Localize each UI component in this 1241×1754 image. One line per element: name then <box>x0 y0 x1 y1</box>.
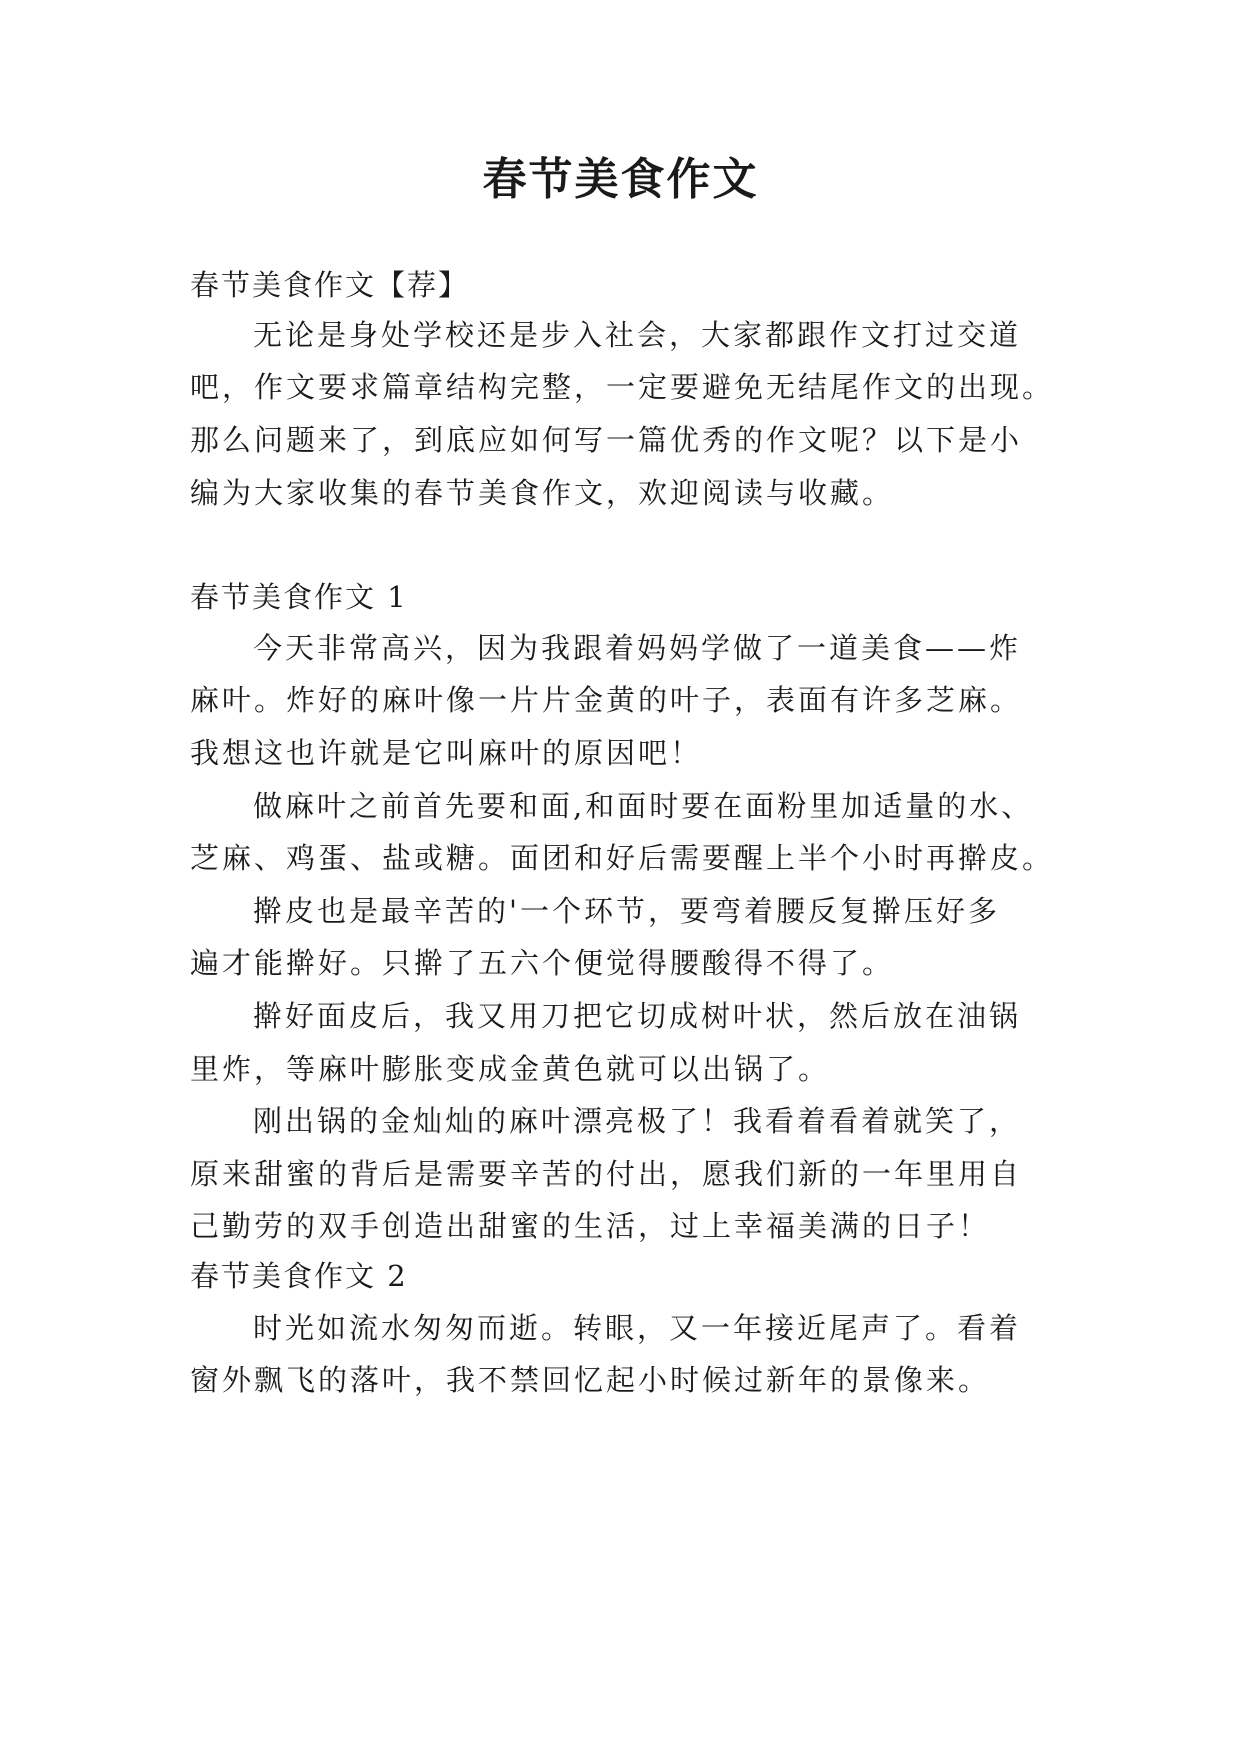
paragraph-line: 刚出锅的金灿灿的麻叶漂亮极了！我看着看着就笑了， <box>253 1104 1022 1138</box>
paragraph-line: 芝麻、鸡蛋、盐或糖。面团和好后需要醒上半个小时再擀皮。 <box>190 841 1055 875</box>
paragraph-line: 无论是身处学校还是步入社会，大家都跟作文打过交道 <box>253 318 1022 352</box>
section-heading-intro: 春节美食作文【荐】 <box>190 268 470 302</box>
paragraph-line: 我想这也许就是它叫麻叶的原因吧！ <box>190 736 703 770</box>
section-heading-1: 春节美食作文 1 <box>190 580 408 614</box>
document-title: 春节美食作文 <box>482 154 759 205</box>
paragraph-line: 窗外飘飞的落叶，我不禁回忆起小时候过新年的景像来。 <box>190 1363 991 1397</box>
section-heading-2: 春节美食作文 2 <box>190 1259 408 1293</box>
paragraph-line: 时光如流水匆匆而逝。转眼，又一年接近尾声了。看着 <box>253 1311 1022 1345</box>
paragraph-line: 吧，作文要求篇章结构完整，一定要避免无结尾作文的出现。 <box>190 370 1055 404</box>
paragraph-line: 己勤劳的双手创造出甜蜜的生活，过上幸福美满的日子！ <box>190 1209 991 1243</box>
paragraph-line: 遍才能擀好。只擀了五六个便觉得腰酸得不得了。 <box>190 946 895 980</box>
paragraph-line: 麻叶。炸好的麻叶像一片片金黄的叶子，表面有许多芝麻。 <box>190 683 1023 717</box>
paragraph-line: 那么问题来了，到底应如何写一篇优秀的作文呢？以下是小 <box>190 423 1023 457</box>
paragraph-line: 擀好面皮后，我又用刀把它切成树叶状，然后放在油锅 <box>253 999 1022 1033</box>
paragraph-line: 里炸，等麻叶膨胀变成金黄色就可以出锅了。 <box>190 1052 831 1086</box>
paragraph-line: 做麻叶之前首先要和面,和面时要在面粉里加适量的水、 <box>253 789 1034 823</box>
paragraph-line: 编为大家收集的春节美食作文，欢迎阅读与收藏。 <box>190 476 895 510</box>
paragraph-line: 擀皮也是最辛苦的'一个环节，要弯着腰反复擀压好多 <box>253 894 1000 928</box>
paragraph-line: 今天非常高兴，因为我跟着妈妈学做了一道美食——炸 <box>253 631 1022 665</box>
paragraph-line: 原来甜蜜的背后是需要辛苦的付出，愿我们新的一年里用自 <box>190 1157 1023 1191</box>
